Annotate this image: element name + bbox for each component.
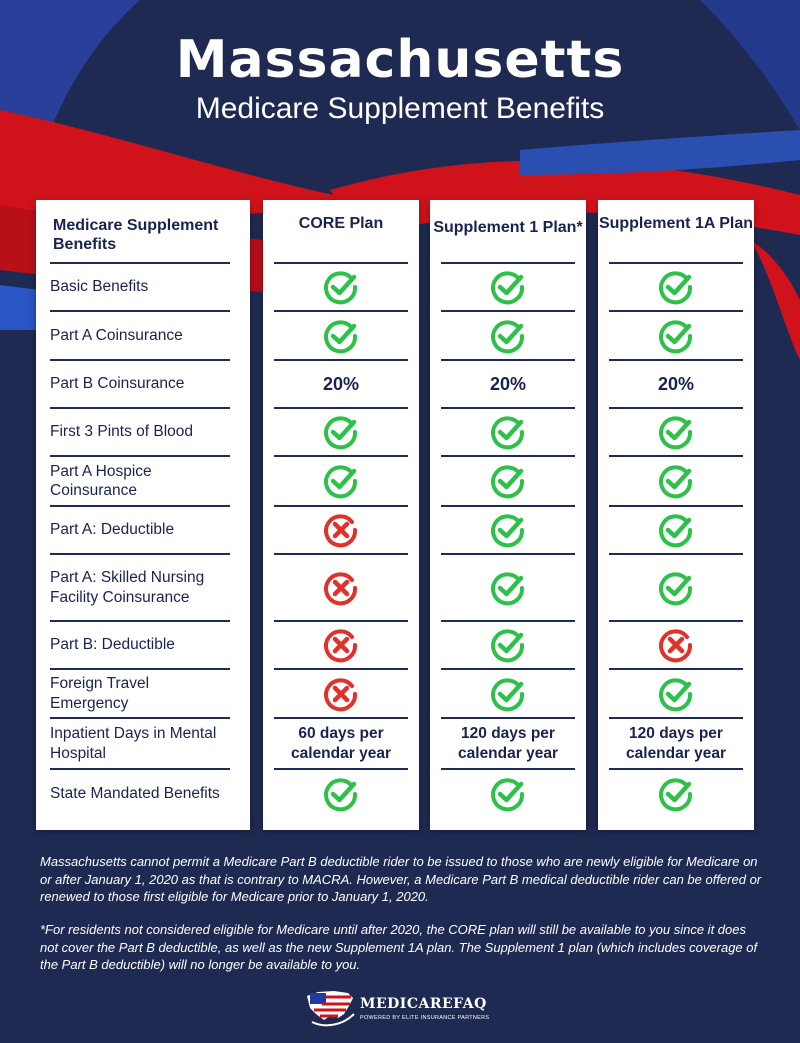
plan-cell [274, 262, 408, 310]
plan-cell-value: 20% [489, 373, 527, 394]
benefit-label: Inpatient Days in Mental Hospital [50, 725, 217, 762]
us-map-flag-icon [304, 984, 356, 1028]
benefits-column [36, 200, 250, 830]
plan-cell [609, 505, 743, 553]
logo-tagline: POWERED BY ELITE INSURANCE PARTNERS [360, 1015, 490, 1021]
check-icon [490, 414, 526, 450]
plan-cell [274, 359, 408, 407]
plan-cell [441, 505, 575, 553]
benefit-row [50, 455, 230, 505]
plan-cell [274, 553, 408, 620]
plan-cell [274, 505, 408, 553]
cross-icon [323, 512, 359, 548]
benefit-row [50, 553, 230, 620]
benefit-label: Part A Hospice Coinsurance [50, 462, 152, 499]
plan-cell [441, 668, 575, 717]
plan-cell-value: 120 days per calendar year [458, 725, 558, 762]
plan-cell [609, 768, 743, 818]
plan-cell [441, 310, 575, 359]
plan-cell [274, 407, 408, 455]
benefits-header: Medicare Supplement Benefits [53, 217, 219, 253]
benefit-label: Part B: Deductible [50, 636, 175, 654]
benefit-label: Part A: Skilled Nursing Facility Coinsurance [50, 569, 205, 606]
footnote-macra: Massachusetts cannot permit a Medicare Part B deductible rider to be issued to those who are newly eligible for Medicare on or after January 1, 2020 as that is contrary to MACRA. However, a Medicare Part B medical deductible rider can be offered or renewed to those first eligible for Medicare prior to January 1, 2020. [40, 854, 762, 904]
plan-cell [441, 620, 575, 668]
page-subtitle: Medicare Supplement Benefits [195, 92, 605, 125]
cross-icon [323, 676, 359, 712]
cross-icon [323, 570, 359, 606]
check-icon [490, 627, 526, 663]
footnote-residents: *For residents not considered eligible for Medicare until after 2020, the CORE plan will still be available to you since it does not cover the Part B deductible, as well as the new Supplement 1A plan. The Supplement 1 plan (which includes coverage of the Part B deductible) will no longer be available to you. [40, 922, 758, 972]
plan-cell-value: 20% [322, 373, 360, 394]
check-icon [490, 676, 526, 712]
logo-wordmark: MEDICAREFAQ [360, 996, 487, 1012]
plan-cell-value: 120 days per calendar year [626, 725, 726, 762]
plan-cell-value: 20% [657, 373, 695, 394]
benefit-label: First 3 Pints of Blood [50, 423, 194, 441]
check-icon [490, 269, 526, 305]
plan-cell [274, 768, 408, 818]
benefit-row [50, 310, 230, 359]
plan-cell [609, 620, 743, 668]
plan-cell-value: 60 days per calendar year [291, 725, 391, 762]
check-icon [658, 318, 694, 354]
plan-cell [609, 553, 743, 620]
benefit-label: Part A Coinsurance [50, 326, 183, 344]
benefit-row [50, 407, 230, 455]
benefit-row [50, 505, 230, 553]
plan-column-core [263, 200, 419, 830]
benefit-row [50, 359, 230, 407]
plan-cell [274, 310, 408, 359]
benefit-row [50, 668, 230, 717]
check-icon [490, 776, 526, 812]
check-icon [490, 570, 526, 606]
plan-column-supplement-1a [598, 200, 754, 830]
plan-header-supplement-1: Supplement 1 Plan* [433, 219, 583, 236]
check-icon [490, 512, 526, 548]
plan-cell [609, 717, 743, 768]
plan-cell [274, 717, 408, 768]
plan-cell [441, 359, 575, 407]
check-icon [323, 463, 359, 499]
benefit-row [50, 620, 230, 668]
benefit-row [50, 262, 230, 310]
benefit-label: Part A: Deductible [50, 521, 175, 539]
check-icon [323, 776, 359, 812]
plan-cell [274, 455, 408, 505]
page-title: Massachusetts [175, 30, 625, 90]
check-icon [658, 512, 694, 548]
plan-cell [609, 407, 743, 455]
plan-cell [274, 668, 408, 717]
check-icon [658, 676, 694, 712]
check-icon [323, 269, 359, 305]
cross-icon [323, 627, 359, 663]
check-icon [658, 414, 694, 450]
check-icon [658, 776, 694, 812]
benefit-label: Foreign Travel Emergency [50, 675, 150, 712]
check-icon [490, 463, 526, 499]
plan-cell [441, 553, 575, 620]
plan-cell [609, 668, 743, 717]
check-icon [658, 463, 694, 499]
check-icon [490, 318, 526, 354]
check-icon [658, 570, 694, 606]
plan-cell [609, 310, 743, 359]
benefit-row [50, 717, 230, 768]
benefit-label: State Mandated Benefits [50, 785, 220, 803]
plan-cell [609, 455, 743, 505]
plan-cell [274, 620, 408, 668]
plan-cell [441, 768, 575, 818]
plan-header-supplement-1a: Supplement 1A Plan [598, 215, 754, 232]
plan-header-core: CORE Plan [298, 215, 384, 232]
plan-cell [441, 262, 575, 310]
plan-cell [609, 359, 743, 407]
benefit-label: Basic Benefits [50, 278, 149, 296]
benefit-label: Part B Coinsurance [50, 375, 185, 393]
plan-cell [441, 455, 575, 505]
plan-column-supplement-1 [430, 200, 586, 830]
plan-cell [441, 717, 575, 768]
benefit-row [50, 768, 230, 818]
check-icon [323, 414, 359, 450]
plan-cell [441, 407, 575, 455]
plan-cell [609, 262, 743, 310]
check-icon [658, 269, 694, 305]
cross-icon [658, 627, 694, 663]
medicarefaq-logo [304, 984, 504, 1034]
check-icon [323, 318, 359, 354]
